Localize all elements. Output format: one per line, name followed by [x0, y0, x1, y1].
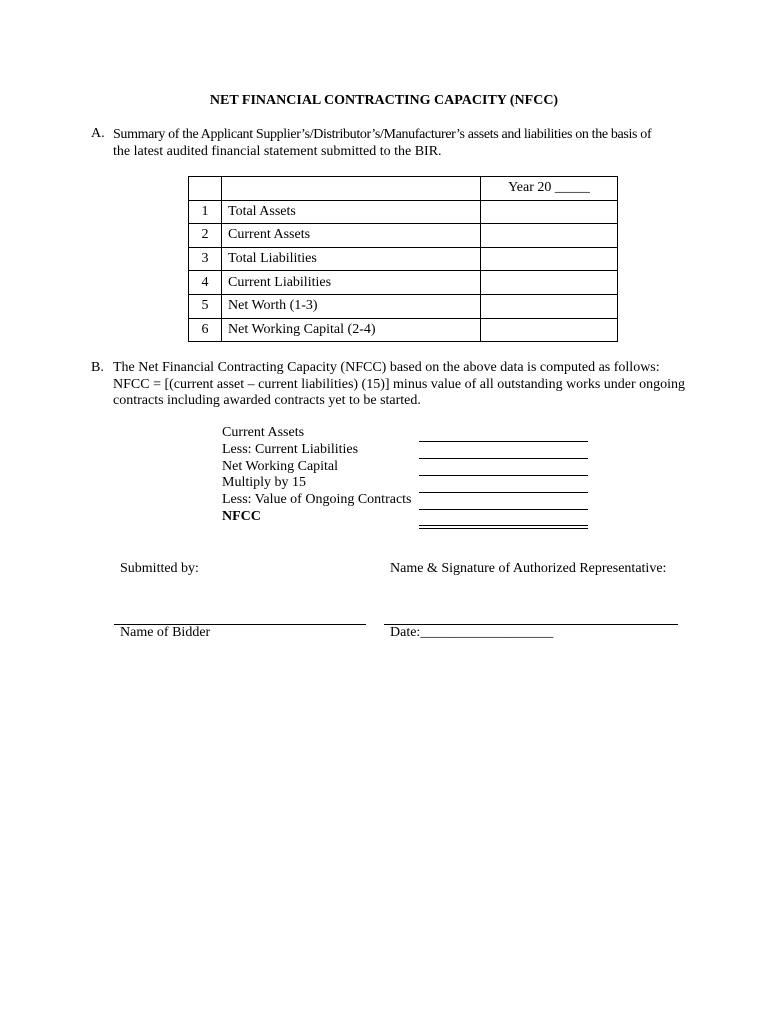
section-a-line-1: Summary of the Applicant Supplier’s/Distributor’s/Manufacturer’s assets and liabilities on the basis of	[113, 127, 652, 142]
section-b-line-1: The Net Financial Contracting Capacity (NFCC) based on the above data is computed as follows:	[113, 360, 660, 375]
row-item: Total Liabilities	[222, 247, 481, 271]
table-row	[189, 271, 618, 295]
header-cell-year: Year 20 _____	[481, 177, 618, 201]
row-number: 6	[189, 318, 222, 342]
page-title: NET FINANCIAL CONTRACTING CAPACITY (NFCC)	[209, 93, 559, 108]
row-value-field[interactable]	[481, 294, 618, 318]
row-value-field[interactable]	[481, 224, 618, 248]
row-number: 3	[189, 247, 222, 271]
section-b-letter: B.	[91, 360, 104, 375]
table-header-row	[189, 177, 618, 201]
summary-table	[188, 176, 618, 342]
nfcc-computation-labels	[222, 425, 412, 526]
table-row	[189, 224, 618, 248]
row-value-field[interactable]	[481, 200, 618, 224]
section-a-letter: A.	[91, 126, 105, 141]
section-b-line-2: NFCC = [(current asset – current liabilities) (15)] minus value of all outstanding works under ongoing	[113, 376, 686, 392]
row-value-field[interactable]	[481, 318, 618, 342]
row-number: 5	[189, 294, 222, 318]
name-signature-label: Name & Signature of Authorized Representative:	[390, 561, 667, 576]
row-item: Net Worth (1-3)	[222, 294, 481, 318]
current-liabilities-blank[interactable]	[419, 458, 588, 459]
section-a-line-2: the latest audited financial statement submitted to the BIR.	[113, 144, 442, 159]
row-number: 1	[189, 200, 222, 224]
current-assets-blank[interactable]	[419, 441, 588, 442]
section-b-line-3: contracts including awarded contracts yet to be started.	[113, 393, 421, 408]
header-cell-num	[189, 177, 222, 201]
nfcc-total-line[interactable]	[419, 525, 588, 526]
row-value-field[interactable]	[481, 271, 618, 295]
row-item: Current Liabilities	[222, 271, 481, 295]
table-row	[189, 247, 618, 271]
name-of-bidder-label: Name of Bidder	[120, 625, 211, 640]
table-row	[189, 200, 618, 224]
section-a-text	[113, 126, 688, 160]
row-value-field[interactable]	[481, 247, 618, 271]
section-b-text	[113, 360, 688, 410]
row-number: 2	[189, 224, 222, 248]
calc-label-net-working-capital: Net Working Capital	[222, 458, 339, 474]
header-cell-item	[222, 177, 481, 201]
row-item: Total Assets	[222, 200, 481, 224]
calc-label-multiply: Multiply by 15	[222, 475, 307, 491]
calc-label-nfcc: NFCC	[222, 508, 261, 524]
calc-label-current-assets: Current Assets	[222, 425, 305, 440]
row-item: Net Working Capital (2-4)	[222, 318, 481, 342]
row-number: 4	[189, 271, 222, 295]
table-row	[189, 318, 618, 342]
row-item: Current Assets	[222, 224, 481, 248]
multiply-blank[interactable]	[419, 492, 588, 493]
date-field[interactable]: Date:___________________	[390, 625, 554, 640]
submitted-by-label: Submitted by:	[120, 561, 199, 576]
calc-label-current-liabilities: Less: Current Liabilities	[222, 441, 359, 457]
ongoing-contracts-blank[interactable]	[419, 509, 588, 510]
nfcc-double-underline	[419, 528, 588, 529]
table-row	[189, 294, 618, 318]
net-working-capital-blank[interactable]	[419, 475, 588, 476]
calc-label-ongoing-contracts: Less: Value of Ongoing Contracts	[222, 492, 412, 508]
